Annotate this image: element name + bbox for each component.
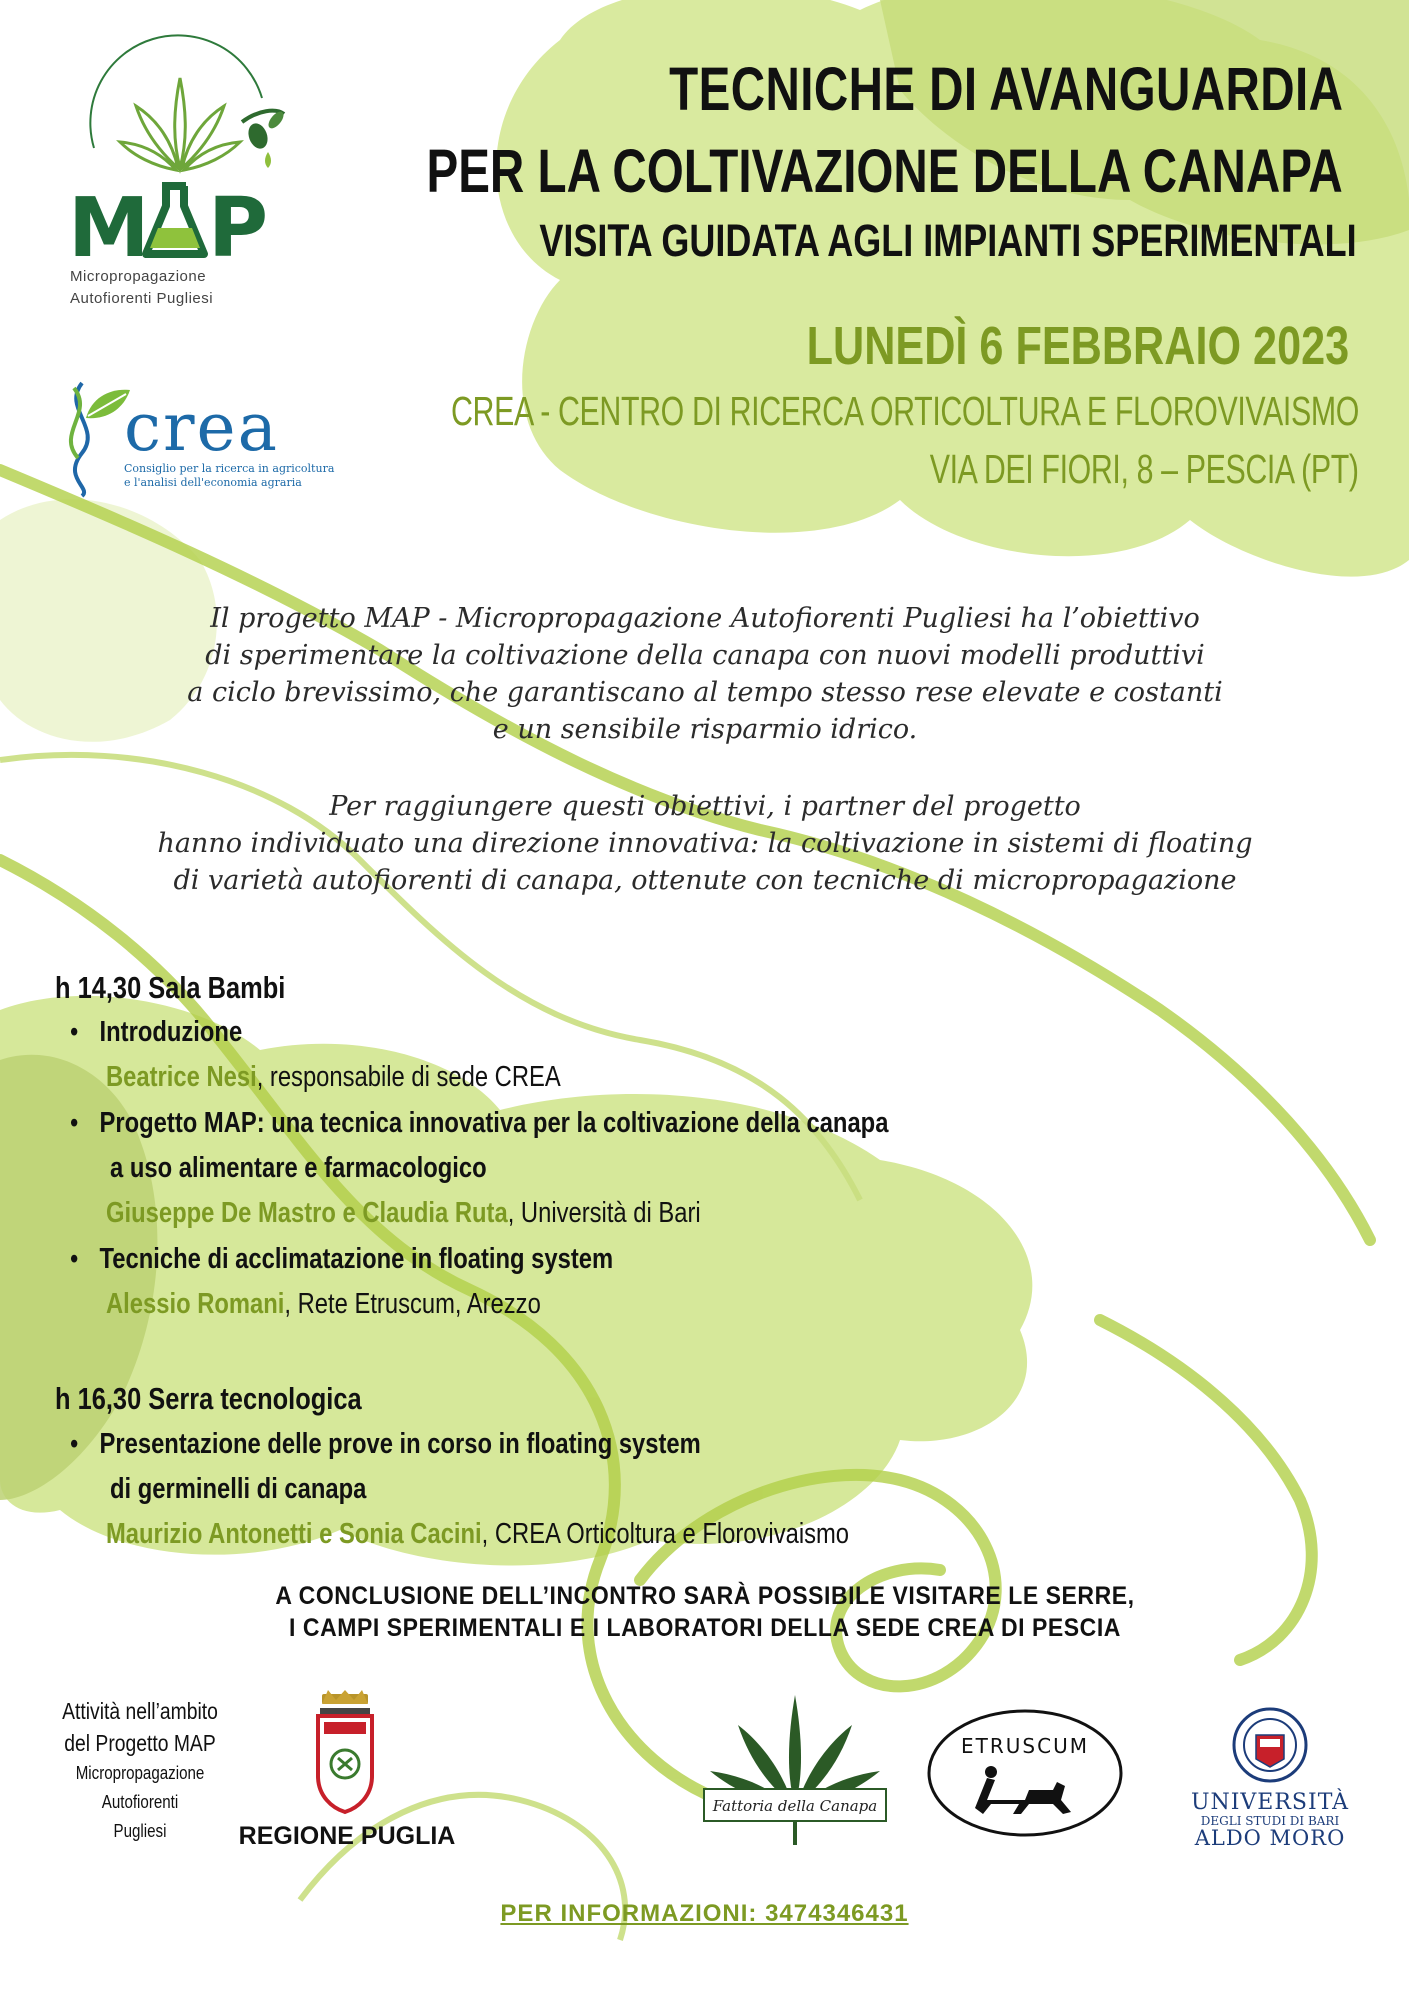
intro-line: e un sensibile risparmio idrico. bbox=[492, 714, 918, 745]
activity-line5: Pugliesi bbox=[113, 1821, 167, 1841]
svg-text:e l'analisi dell'economia agra: e l'analisi dell'economia agraria bbox=[124, 476, 302, 489]
agenda-item-title: Introduzione bbox=[99, 1016, 243, 1048]
bullet: • bbox=[70, 1243, 79, 1275]
activity-line1: Attività nell’ambito bbox=[62, 1698, 218, 1724]
crea-logo bbox=[52, 378, 335, 498]
speaker-affiliation: , Università di Bari bbox=[507, 1197, 701, 1229]
agenda-item-title: Presentazione delle prove in corso in floating system bbox=[99, 1428, 701, 1460]
event-title-line1: TECNICHE DI AVANGUARDIA bbox=[668, 55, 1343, 123]
speaker-names: Giuseppe De Mastro e Claudia Ruta bbox=[106, 1197, 508, 1229]
intro-line: Il progetto MAP - Micropropagazione Autofiorenti Pugliesi ha l’obiettivo bbox=[210, 603, 1200, 634]
intro-line: hanno individuato una direzione innovativa: la coltivazione in sistemi di floating bbox=[157, 828, 1253, 859]
intro-paragraph-2 bbox=[60, 788, 1350, 899]
cannabis-leaf-icon bbox=[700, 1695, 890, 1845]
coat-of-arms-icon bbox=[230, 1690, 460, 1820]
intro-paragraph-1 bbox=[60, 600, 1350, 748]
etruscum-logo bbox=[925, 1708, 1125, 1838]
map-logo-line1: Micropropagazione bbox=[70, 268, 207, 285]
speaker-names: Maurizio Antonetti e Sonia Cacini bbox=[106, 1518, 482, 1550]
speaker-names: Alessio Romani bbox=[106, 1288, 285, 1320]
conclusion-note bbox=[167, 1580, 1243, 1644]
speaker-affiliation: , CREA Orticoltura e Florovivaismo bbox=[481, 1518, 850, 1550]
intro-line: Per raggiungere questi obiettivi, i partner del progetto bbox=[329, 791, 1081, 822]
uniba-line1: UNIVERSITÀ bbox=[1190, 1790, 1350, 1815]
olive-icon bbox=[242, 109, 286, 168]
agenda-item-speakers bbox=[106, 1288, 541, 1321]
svg-text:Consiglio per la ricerca in ag: Consiglio per la ricerca in agricoltura bbox=[124, 462, 335, 475]
activity-line3: Micropropagazione bbox=[75, 1763, 205, 1783]
speaker-affiliation: , responsabile di sede CREA bbox=[256, 1061, 561, 1093]
svg-text:P: P bbox=[208, 181, 269, 276]
activity-line4: Autofiorenti bbox=[101, 1792, 179, 1812]
etruscum-label: ETRUSCUM bbox=[961, 1734, 1089, 1758]
event-venue: CREA - CENTRO DI RICERCA ORTICOLTURA E FLOROVIVAISMO bbox=[451, 388, 1359, 434]
crea-wordmark: crea bbox=[124, 389, 279, 466]
agenda-item bbox=[70, 1016, 242, 1049]
agenda-item-speakers bbox=[106, 1061, 561, 1094]
cannabis-leaf-icon bbox=[62, 58, 302, 276]
speaker-names: Beatrice Nesi bbox=[106, 1061, 257, 1093]
agenda-item bbox=[70, 1107, 888, 1140]
dna-icon bbox=[71, 383, 88, 496]
intro-line: di varietà autofiorenti di canapa, ottenute con tecniche di micropropagazione bbox=[173, 865, 1237, 896]
session-heading-1: h 14,30 Sala Bambi bbox=[55, 970, 286, 1005]
intro-line: di sperimentare la coltivazione della canapa con nuovi modelli produttivi bbox=[205, 640, 1205, 671]
conclusion-line1: A CONCLUSIONE DELL’INCONTRO SARÀ POSSIBILE VISITARE LE SERRE, bbox=[275, 1582, 1135, 1610]
bullet: • bbox=[70, 1428, 79, 1460]
fattoria-label: Fattoria della Canapa bbox=[712, 1797, 878, 1815]
agenda-item-title-cont bbox=[110, 1152, 487, 1185]
agenda-item-title-line2: a uso alimentare e farmacologico bbox=[110, 1152, 487, 1184]
agenda-item-title-line2: di germinelli di canapa bbox=[110, 1473, 367, 1505]
agenda-item-speakers bbox=[106, 1197, 701, 1230]
session-heading-2: h 16,30 Serra tecnologica bbox=[55, 1381, 362, 1416]
map-acronym: M bbox=[68, 181, 152, 276]
universita-bari-logo bbox=[1180, 1705, 1360, 1855]
bullet: • bbox=[70, 1107, 79, 1139]
event-title-line2: PER LA COLTIVAZIONE DELLA CANAPA bbox=[426, 137, 1343, 205]
event-date: LUNEDÌ 6 FEBBRAIO 2023 bbox=[806, 316, 1349, 376]
intro-line: a ciclo brevissimo, che garantiscano al tempo stesso rese elevate e costanti bbox=[187, 677, 1223, 708]
agenda-item-title-cont bbox=[110, 1473, 366, 1506]
regione-puglia-label: REGIONE PUGLIA bbox=[238, 1822, 456, 1850]
activity-note bbox=[56, 1695, 224, 1846]
bullet: • bbox=[70, 1016, 79, 1048]
agenda-item-title: Tecniche di acclimatazione in floating system bbox=[99, 1243, 614, 1275]
agenda-item bbox=[70, 1243, 613, 1276]
flask-icon bbox=[146, 186, 204, 254]
agenda-item-title: Progetto MAP: una tecnica innovativa per la coltivazione della canapa bbox=[99, 1107, 889, 1139]
agenda-item-speakers bbox=[106, 1518, 849, 1551]
event-address: VIA DEI FIORI, 8 – PESCIA (PT) bbox=[930, 446, 1359, 492]
event-subtitle: VISITA GUIDATA AGLI IMPIANTI SPERIMENTALI bbox=[539, 215, 1357, 266]
speaker-affiliation: , Rete Etruscum, Arezzo bbox=[284, 1288, 541, 1320]
map-logo-line2: Autofiorenti Pugliesi bbox=[70, 290, 214, 307]
university-seal-icon bbox=[1234, 1709, 1306, 1781]
uniba-line2: DEGLI STUDI DI BARI bbox=[1200, 1814, 1340, 1828]
conclusion-line2: I CAMPI SPERIMENTALI E I LABORATORI DELLA SEDE CREA DI PESCIA bbox=[289, 1614, 1121, 1642]
activity-line2: del Progetto MAP bbox=[64, 1730, 216, 1756]
uniba-line3: ALDO MORO bbox=[1194, 1826, 1346, 1850]
contact-info: PER INFORMAZIONI: 3474346431 bbox=[500, 1900, 909, 1927]
fattoria-della-canapa-logo bbox=[700, 1695, 890, 1845]
agenda-item bbox=[70, 1428, 701, 1461]
map-project-logo bbox=[62, 58, 302, 328]
